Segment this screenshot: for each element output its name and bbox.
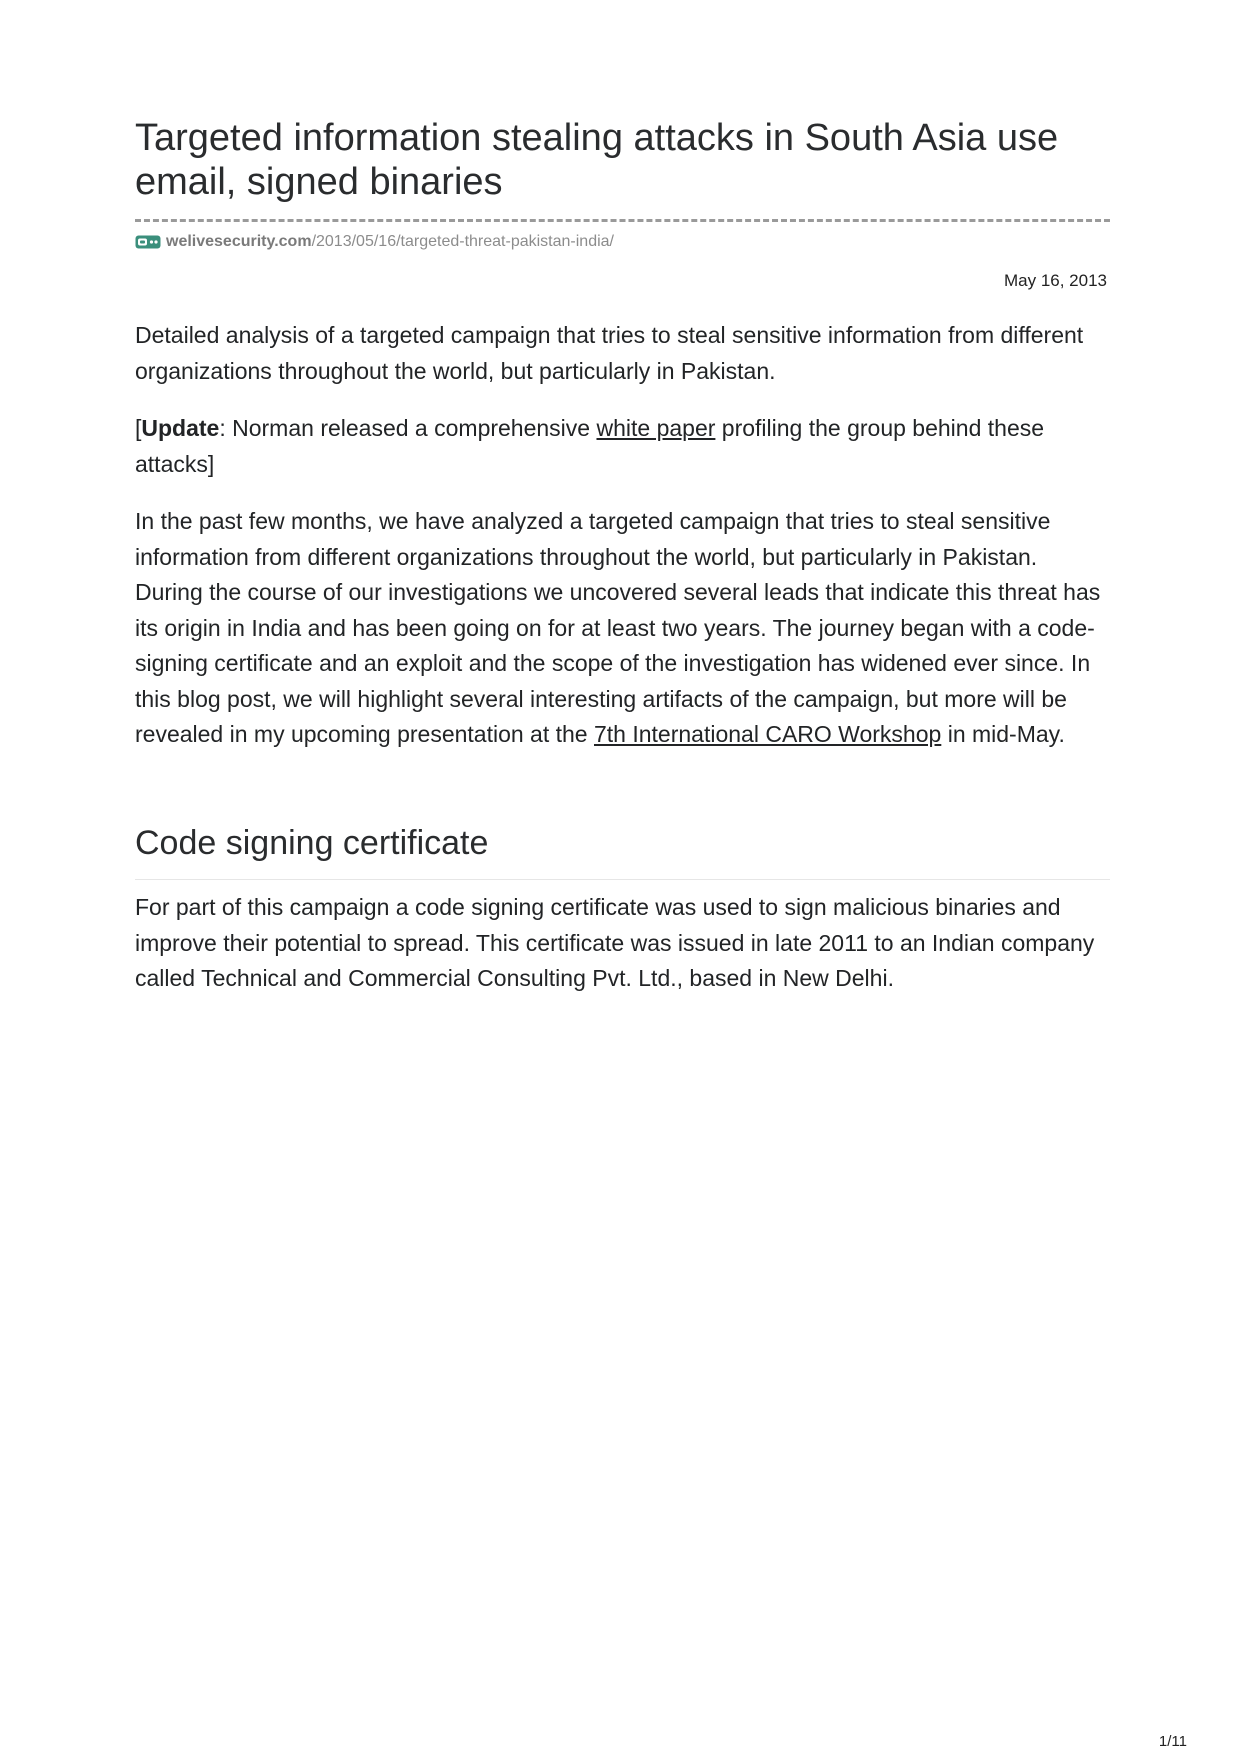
update-paragraph — [135, 411, 1110, 482]
update-text-end: profiling the group behind these attacks] — [135, 415, 1045, 477]
source-path: /2013/05/16/targeted-threat-pakistan-india/ — [311, 233, 614, 250]
source-url[interactable] — [135, 232, 614, 252]
certificate-paragraph: For part of this campaign a code signing certificate was used to sign malicious binaries and improve their potential to spread. This certificate was issued in late 2011 to an Indian company called Technical and Commercial Consulting Pvt. Ltd., based in New Delhi. — [135, 894, 1095, 991]
white-paper-link[interactable]: white paper — [596, 415, 716, 441]
caro-workshop-link[interactable]: 7th International CARO Workshop — [594, 721, 942, 747]
update-open-bracket: [ — [135, 415, 142, 441]
body-paragraph — [135, 504, 1110, 753]
body-paragraph-text: In the past few months, we have analyzed a targeted campaign that tries to steal sensitive information from different organizations throughout the world, but particularly in Pakistan. During the course of our investigations we uncovered several leads that indicate this threat has its origin in India and has been going on for at least two years. The journey began with a code-signing certificate and an exploit and the scope of the investigation has widened ever since. In this blog post, we will highlight several interesting artifacts of the campaign, but more will be revealed in my upcoming presentation at the — [135, 508, 1101, 747]
page-number: 1/11 — [1158, 1733, 1187, 1750]
link-icon — [135, 235, 161, 249]
update-label: Update — [141, 415, 220, 441]
update-text: : Norman released a comprehensive — [219, 415, 597, 441]
section-heading: Code signing certificate — [135, 824, 489, 862]
title-divider — [135, 219, 1110, 222]
article-title: Targeted information stealing attacks in South Asia use email, signed binaries — [135, 117, 1059, 203]
source-domain: welivesecurity.com — [166, 233, 312, 250]
body-paragraph-end: in mid-May. — [941, 721, 1065, 747]
section-divider — [135, 879, 1110, 880]
publish-date: May 16, 2013 — [1003, 271, 1107, 290]
intro-paragraph: Detailed analysis of a targeted campaign that tries to steal sensitive information from different organizations throughout the world, but particularly in Pakistan. — [135, 322, 1084, 384]
